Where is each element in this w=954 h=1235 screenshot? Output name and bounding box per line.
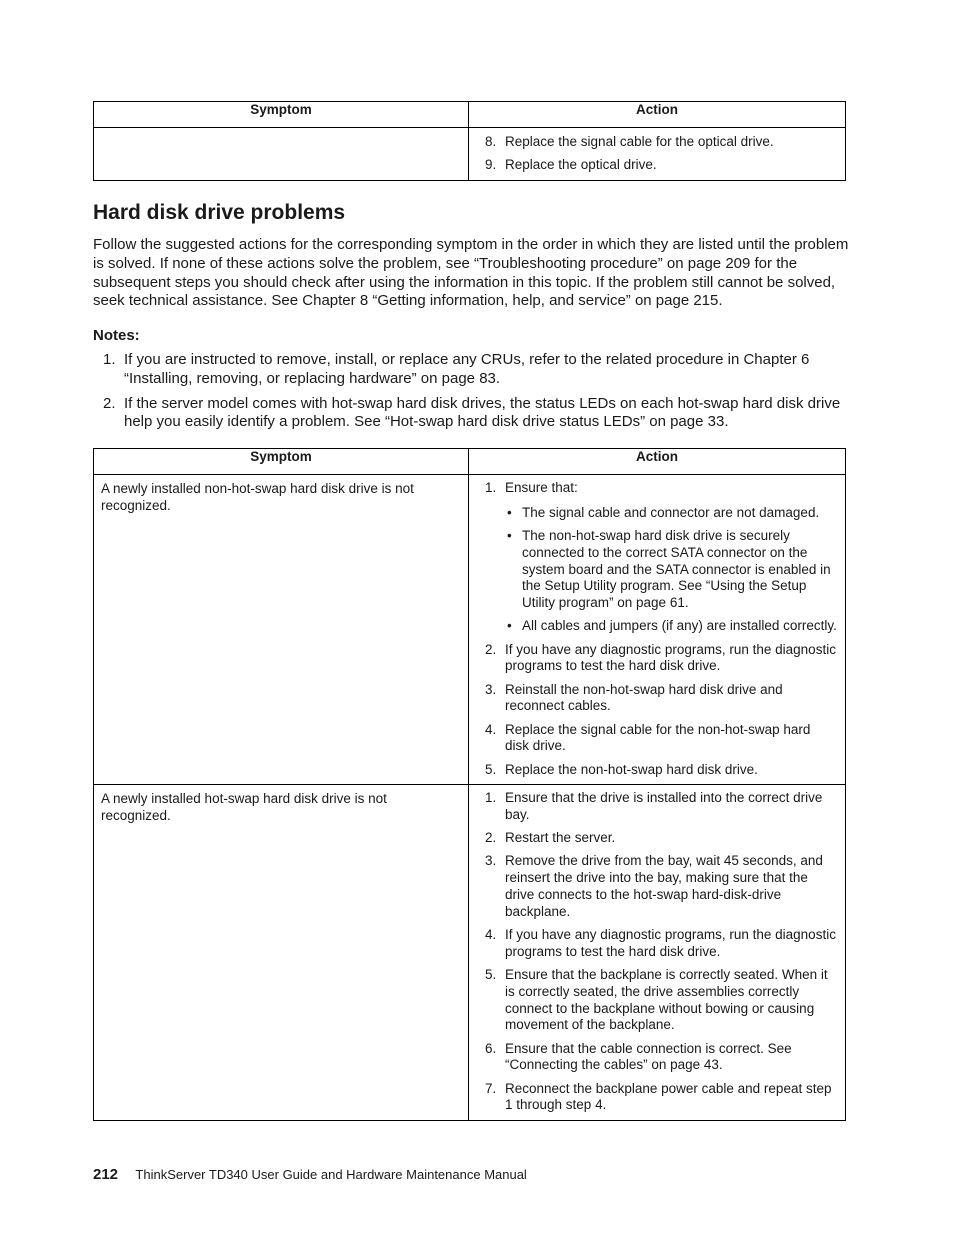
bullet-item xyxy=(505,505,837,522)
page-number: 212 xyxy=(93,1166,119,1183)
bullet-icon: • xyxy=(507,504,512,520)
notes-list xyxy=(93,351,853,438)
action-step xyxy=(485,853,837,920)
step-text: Replace the optical drive. xyxy=(505,157,657,173)
table-row xyxy=(94,128,846,181)
intro-paragraph: Follow the suggested actions for the corresponding symptom in the order in which they are listed until the problem is solved. If none of these actions solve the problem, see “Troubleshooting procedure” on page 209 for the subsequent steps you should check after using the information in this topic. If the problem still cannot be solved, seek technical assistance. See Chapter 8 “Getting information, help, and service” on page 215. xyxy=(93,236,849,310)
notes-heading: Notes: xyxy=(93,327,140,344)
note-text: If the server model comes with hot-swap hard disk drives, the status LEDs on each hot-swap hard disk drive help you easily identify a problem. See “Hot-swap hard disk drive status LEDs” on page 33. xyxy=(124,394,841,431)
action-cell xyxy=(469,475,846,785)
step-number: 1. xyxy=(485,480,497,495)
optical-drive-table-continued xyxy=(93,101,846,181)
step-text: Reconnect the backplane power cable and repeat step 1 through step 4. xyxy=(505,1080,832,1113)
bullet-text: The signal cable and connector are not damaged. xyxy=(522,504,820,520)
note-number: 2. xyxy=(103,394,116,412)
action-step xyxy=(485,642,837,676)
step-text: Reinstall the non-hot-swap hard disk drive and reconnect cables. xyxy=(505,681,783,714)
hard-disk-problems-table xyxy=(93,448,846,1121)
note-item xyxy=(93,395,853,433)
footer-title: ThinkServer TD340 User Guide and Hardware Maintenance Manual xyxy=(135,1167,527,1182)
step-number: 6. xyxy=(485,1040,497,1056)
symptom-header: Symptom xyxy=(94,102,469,128)
bullet-item xyxy=(505,528,837,612)
step-number: 2. xyxy=(485,641,497,657)
step-number: 3. xyxy=(485,853,497,869)
step-number: 9. xyxy=(485,157,497,173)
step-number: 4. xyxy=(485,721,497,737)
symptom-cell: A newly installed hot-swap hard disk drive is not recognized. xyxy=(94,785,469,1121)
step-number: 5. xyxy=(485,967,497,983)
bullet-list xyxy=(505,505,837,635)
step-number: 5. xyxy=(485,761,497,777)
step-text: Ensure that the cable connection is correct. See “Connecting the cables” on page 43. xyxy=(505,1040,792,1073)
action-cell xyxy=(469,785,846,1121)
step-number: 7. xyxy=(485,1080,497,1096)
step-text: If you have any diagnostic programs, run the diagnostic programs to test the hard disk drive. xyxy=(505,927,836,959)
action-header: Action xyxy=(469,102,846,128)
section-title: Hard disk drive problems xyxy=(93,201,346,224)
step-number: 2. xyxy=(485,830,497,846)
action-step xyxy=(485,157,837,174)
bullet-text: All cables and jumpers (if any) are installed correctly. xyxy=(522,618,837,634)
bullet-item xyxy=(505,618,837,635)
action-step xyxy=(485,682,837,716)
action-step xyxy=(485,1041,837,1075)
action-step xyxy=(485,927,837,961)
step-text: Replace the signal cable for the non-hot-swap hard disk drive. xyxy=(505,721,811,754)
table-row xyxy=(94,785,846,1121)
symptom-cell xyxy=(94,128,469,181)
action-step xyxy=(485,134,837,151)
symptom-header: Symptom xyxy=(94,449,469,475)
bullet-icon: • xyxy=(507,527,512,543)
step-text: Ensure that the backplane is correctly seated. When it is correctly seated, the drive assemblies correctly connect to the backplane without bowing or causing movement of the backplane. xyxy=(505,967,828,1033)
table-row xyxy=(94,475,846,785)
step-text: If you have any diagnostic programs, run the diagnostic programs to test the hard disk drive. xyxy=(505,641,836,674)
action-step xyxy=(485,967,837,1034)
step-number: 4. xyxy=(485,927,497,943)
action-step xyxy=(485,762,837,779)
step-number: 8. xyxy=(485,134,497,149)
step-text: Ensure that the drive is installed into the correct drive bay. xyxy=(505,790,823,823)
page-footer xyxy=(93,1166,527,1183)
action-step xyxy=(485,790,837,824)
symptom-cell: A newly installed non-hot-swap hard disk drive is not recognized. xyxy=(94,475,469,785)
action-cell xyxy=(469,128,846,181)
action-header: Action xyxy=(469,449,846,475)
step-text: Ensure that: xyxy=(505,480,578,495)
action-step xyxy=(485,722,837,756)
note-text: If you are instructed to remove, install, or replace any CRUs, refer to the related procedure in Chapter 6 “Installing, removing, or replacing hardware” on page 83. xyxy=(124,351,810,387)
action-step xyxy=(485,830,837,847)
step-text: Remove the drive from the bay, wait 45 seconds, and reinsert the drive into the bay, making sure that the drive connects to the hot-swap hard-disk-drive backplane. xyxy=(505,853,823,919)
step-text: Replace the signal cable for the optical drive. xyxy=(505,134,774,149)
bullet-icon: • xyxy=(507,618,512,634)
step-number: 3. xyxy=(485,681,497,697)
action-step xyxy=(485,1081,837,1115)
note-number: 1. xyxy=(103,351,116,368)
step-text: Replace the non-hot-swap hard disk drive. xyxy=(505,761,758,777)
action-step xyxy=(485,480,837,635)
note-item xyxy=(93,351,853,389)
step-number: 1. xyxy=(485,790,497,806)
step-text: Restart the server. xyxy=(505,830,616,846)
bullet-text: The non-hot-swap hard disk drive is securely connected to the correct SATA connector on the system board and the SATA connector is enabled in the Setup Utility program. See “Using the Setup Utility program” on page 61. xyxy=(522,527,831,611)
